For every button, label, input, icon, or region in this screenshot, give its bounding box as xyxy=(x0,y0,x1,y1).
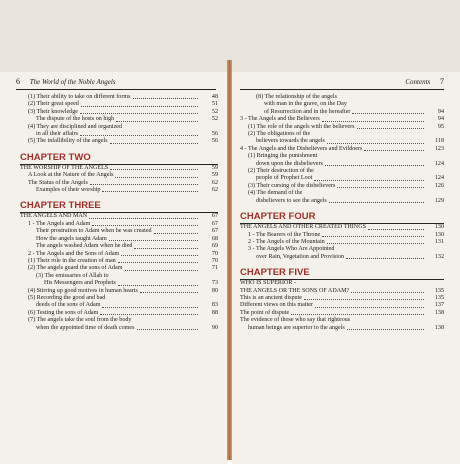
toc-entry-text: How the angels taught Adam xyxy=(36,235,107,242)
toc-entry-text: people of Prophet Loot xyxy=(256,175,313,182)
dot-leader xyxy=(327,143,424,144)
dot-leader xyxy=(92,225,198,226)
dot-leader xyxy=(327,243,424,244)
dot-leader xyxy=(322,121,424,122)
toc-entry xyxy=(240,246,444,253)
toc-entry-text: disbelievers to see the angels xyxy=(256,197,327,204)
dot-leader xyxy=(357,128,425,129)
dot-leader xyxy=(140,292,198,293)
toc-page-number: 130 xyxy=(434,231,444,238)
toc-entry-text: Different views on this matter xyxy=(240,302,313,309)
chapter-five-entries xyxy=(240,280,444,332)
right-running-title: Contents xyxy=(405,78,431,86)
toc-entry-text: 3 - The Angels and the Believers xyxy=(240,116,320,123)
toc-entry xyxy=(20,243,218,250)
toc-entry xyxy=(20,251,218,258)
dot-leader xyxy=(115,177,198,178)
dot-leader xyxy=(121,255,198,256)
toc-entry-text: THE WORSHIP OF THE ANGELS xyxy=(20,164,109,171)
dot-leader xyxy=(125,270,199,271)
toc-page-number: 131 xyxy=(434,238,444,245)
book-spine-edge xyxy=(227,60,232,460)
toc-page-number: 123 xyxy=(434,145,444,152)
right-header-rule xyxy=(240,89,444,90)
toc-entry xyxy=(240,239,444,246)
toc-page-number: 59 xyxy=(211,172,218,179)
toc-page-number: 48 xyxy=(211,94,218,100)
toc-entry-text: (1) Their role in the creation of man xyxy=(28,257,116,264)
toc-entry xyxy=(240,138,444,145)
left-header-rule xyxy=(16,89,216,90)
toc-entry xyxy=(240,116,444,123)
dot-leader xyxy=(133,98,199,99)
toc-entry-text: (4) Stirring up good motives in human hearts xyxy=(28,287,138,294)
toc-page-number: 67 xyxy=(211,220,218,227)
toc-entry-text: (2) Their great speed xyxy=(28,101,79,108)
toc-page-number: 132 xyxy=(434,253,444,260)
dot-leader xyxy=(314,180,424,181)
toc-entry xyxy=(240,124,444,131)
left-page-number: 6 xyxy=(16,77,20,86)
toc-page-number: 135 xyxy=(434,287,444,294)
toc-entry xyxy=(240,190,444,197)
toc-page-number: 130 xyxy=(434,224,444,231)
dot-leader xyxy=(116,121,198,122)
right-page-number: 7 xyxy=(440,77,444,86)
toc-entry xyxy=(240,317,444,324)
toc-entry xyxy=(240,325,444,332)
dot-leader xyxy=(154,233,198,234)
toc-entry-text: (7) The angels take the soul from the body xyxy=(28,317,132,324)
toc-page-number: 70 xyxy=(211,257,218,264)
right-toc xyxy=(240,94,444,332)
toc-entry-text: The angels washed Adam when he died xyxy=(36,243,133,250)
dot-leader xyxy=(304,299,424,300)
toc-entry xyxy=(20,317,218,324)
toc-entry xyxy=(20,116,218,123)
dot-leader xyxy=(291,314,424,315)
toc-entry-text: (3) Their cursing of the disbelievers xyxy=(248,182,336,189)
toc-entry xyxy=(240,232,444,239)
toc-page-number: 52 xyxy=(211,116,218,123)
dot-leader xyxy=(351,292,424,293)
toc-page-number: 62 xyxy=(211,187,218,194)
toc-page-number: 52 xyxy=(211,108,218,115)
dot-leader xyxy=(81,106,198,107)
toc-entry-text: This is an ancient dispute xyxy=(240,294,302,301)
toc-entry-text: (5) The infallibility of the angels xyxy=(28,138,108,145)
chapter-two-entries xyxy=(20,165,218,195)
dot-leader xyxy=(315,307,424,308)
chapter-four-heading: CHAPTER FOUR xyxy=(240,211,444,224)
toc-entry-text: The Status of the Angels xyxy=(28,179,88,186)
toc-entry xyxy=(20,265,218,272)
chapter-three-entries xyxy=(20,213,218,332)
toc-entry-text: THE ANGELS OR THE SONS OF ADAM? xyxy=(240,287,350,294)
toc-page-number: 80 xyxy=(211,287,218,294)
toc-entry-text: (8) The relationship of the angels xyxy=(256,94,337,100)
right-toc-entries xyxy=(240,94,444,205)
dot-leader xyxy=(352,113,424,114)
toc-entry-text: A Look at the Nature of the Angels xyxy=(28,172,114,179)
toc-page-number: 71 xyxy=(211,265,218,272)
toc-entry xyxy=(20,213,218,220)
toc-entry-text: (1) Their ability to take on different forms xyxy=(28,94,131,100)
dot-leader xyxy=(322,236,424,237)
toc-entry xyxy=(240,288,444,295)
dot-leader xyxy=(109,240,198,241)
toc-entry xyxy=(240,198,444,205)
toc-entry xyxy=(240,302,444,309)
toc-entry xyxy=(20,101,218,108)
toc-entry-text: (1) Bringing the punishment xyxy=(248,153,318,160)
dot-leader xyxy=(110,169,198,170)
toc-entry-text: 2 - The Angels of the Mountain xyxy=(248,238,325,245)
toc-entry xyxy=(20,138,218,145)
toc-page-number: 135 xyxy=(434,294,444,301)
toc-entry xyxy=(240,280,444,287)
toc-page-number: 69 xyxy=(211,243,218,250)
toc-page-number: 126 xyxy=(434,182,444,189)
toc-page-number: 138 xyxy=(434,309,444,316)
toc-page-number: 51 xyxy=(211,101,218,108)
toc-page-number: 70 xyxy=(211,250,218,257)
dot-leader xyxy=(329,202,424,203)
toc-entry-text: deeds of the sons of Adam xyxy=(36,302,101,309)
toc-entry-text: His Messengers and Prophets xyxy=(44,280,116,287)
dot-leader xyxy=(102,307,198,308)
toc-entry xyxy=(240,224,444,231)
toc-entry xyxy=(20,280,218,287)
toc-entry-text: down upon the disbelievers xyxy=(256,160,323,167)
toc-entry xyxy=(20,180,218,187)
right-running-head xyxy=(240,76,444,88)
toc-entry-text: of Resurrection and in the hereafter xyxy=(264,108,351,115)
chapter-two-heading: CHAPTER TWO xyxy=(20,152,218,165)
dot-leader xyxy=(80,113,198,114)
toc-entry-text: (4) The demand of the xyxy=(248,190,303,197)
dot-leader xyxy=(337,187,424,188)
dot-leader xyxy=(347,329,424,330)
dot-leader xyxy=(90,184,198,185)
toc-entry-text: The dispute of the hosts on high xyxy=(36,116,115,123)
toc-page-number: 137 xyxy=(434,302,444,309)
toc-entry-text: (1) The role of the angels with the believers xyxy=(248,123,355,130)
toc-entry xyxy=(20,288,218,295)
toc-entry xyxy=(20,187,218,194)
toc-page-number: 95 xyxy=(437,123,444,130)
toc-page-number: 94 xyxy=(437,108,444,115)
toc-page-number: 129 xyxy=(434,197,444,204)
dot-leader xyxy=(346,258,424,259)
dot-leader xyxy=(80,135,198,136)
toc-entry xyxy=(240,101,444,108)
toc-page-number: 67 xyxy=(211,213,218,220)
toc-page-number: 90 xyxy=(211,324,218,331)
toc-page-number: 118 xyxy=(435,138,444,145)
dot-leader xyxy=(102,191,198,192)
toc-entry xyxy=(240,153,444,160)
toc-entry-text: (6) Testing the sons of Adam xyxy=(28,309,99,316)
toc-entry xyxy=(20,221,218,228)
toc-entry xyxy=(20,228,218,235)
toc-entry xyxy=(240,254,444,261)
toc-entry xyxy=(240,175,444,182)
dot-leader xyxy=(325,165,424,166)
toc-entry-text: 1 - The Bearers of the Throne xyxy=(248,231,321,238)
toc-entry-text: in all their affairs xyxy=(36,131,79,138)
toc-entry-text: (5) Recording the good and bad xyxy=(28,294,106,301)
toc-entry-text: (3) The emissaries of Allah to xyxy=(36,272,109,279)
toc-entry-text: Examples of their worship xyxy=(36,187,101,194)
dot-leader xyxy=(364,150,424,151)
toc-page-number: 94 xyxy=(437,116,444,123)
toc-entry-text: 1 - The Angels and Adam xyxy=(28,220,91,227)
toc-page-number: 138 xyxy=(434,324,444,331)
chapter-three-heading: CHAPTER THREE xyxy=(20,200,218,213)
toc-entry xyxy=(20,172,218,179)
dot-leader xyxy=(89,218,198,219)
toc-page-number: 59 xyxy=(211,164,218,171)
dot-leader xyxy=(100,314,198,315)
toc-entry-text: The evidence of those who say that righteous xyxy=(240,317,351,324)
toc-entry-text: (2) The obligations of the xyxy=(248,131,311,138)
toc-entry-text: Their prostration to Adam when he was created xyxy=(36,228,152,235)
toc-entry-text: 4 - The Angels and the Disbelievers and Evildoers xyxy=(240,145,363,152)
toc-page-number: 73 xyxy=(211,280,218,287)
toc-entry xyxy=(20,302,218,309)
toc-page-number: 124 xyxy=(434,175,444,182)
toc-page-number: 68 xyxy=(211,235,218,242)
toc-entry xyxy=(20,124,218,131)
dot-leader xyxy=(118,285,198,286)
toc-entry xyxy=(20,325,218,332)
dot-leader xyxy=(134,248,198,249)
dot-leader xyxy=(137,329,199,330)
toc-page-number: 88 xyxy=(211,309,218,316)
toc-entry xyxy=(240,94,444,101)
left-toc xyxy=(20,94,218,332)
toc-entry-text: over Rain, Vegetation and Provision xyxy=(256,253,345,260)
toc-page-number: 56 xyxy=(211,138,218,145)
dot-leader xyxy=(368,229,424,230)
toc-entry xyxy=(20,273,218,280)
toc-entry-text: 2 - The Angels and the Sons of Adam xyxy=(28,250,120,257)
toc-page-number: 124 xyxy=(434,160,444,167)
toc-entry-text: THE ANGELS AND OTHER CREATED THINGS xyxy=(240,224,366,231)
dot-leader xyxy=(118,262,198,263)
toc-entry-text: (3) Their knowledge xyxy=(28,108,78,115)
left-running-title: The World of the Noble Angels xyxy=(29,78,116,86)
toc-entry xyxy=(240,109,444,116)
chapter-four-entries xyxy=(240,224,444,261)
toc-entry xyxy=(20,236,218,243)
toc-page-number: 62 xyxy=(211,179,218,186)
left-toc-entries xyxy=(20,94,218,146)
left-running-head xyxy=(16,76,216,88)
toc-entry-text: (2) Their destruction of the xyxy=(248,168,314,175)
toc-page-number: 56 xyxy=(211,131,218,138)
toc-page-number: 83 xyxy=(211,302,218,309)
toc-entry-text: when the appointed time of death comes xyxy=(36,324,135,331)
toc-entry-text: (2) The angels guard the sons of Adam xyxy=(28,265,123,272)
toc-entry-text: human beings are superior to the angels xyxy=(248,324,345,331)
toc-entry-text: THE ANGELS AND MAN xyxy=(20,213,88,220)
toc-entry-text: 3 - The Angels Who Are Appointed xyxy=(248,246,335,253)
toc-entry xyxy=(240,131,444,138)
chapter-five-heading: CHAPTER FIVE xyxy=(240,267,444,280)
toc-entry-text: with man in the grave, on the Day xyxy=(264,101,347,108)
toc-entry xyxy=(240,161,444,168)
toc-entry-text: believers towards the angels xyxy=(256,138,325,145)
toc-entry-text: The point of dispute xyxy=(240,309,290,316)
dot-leader xyxy=(110,143,198,144)
toc-entry-text: (4) They are disciplined and organized xyxy=(28,123,123,130)
toc-entry-text: WHO IS SUPERIOR - xyxy=(240,280,297,287)
toc-page-number: 67 xyxy=(211,228,218,235)
